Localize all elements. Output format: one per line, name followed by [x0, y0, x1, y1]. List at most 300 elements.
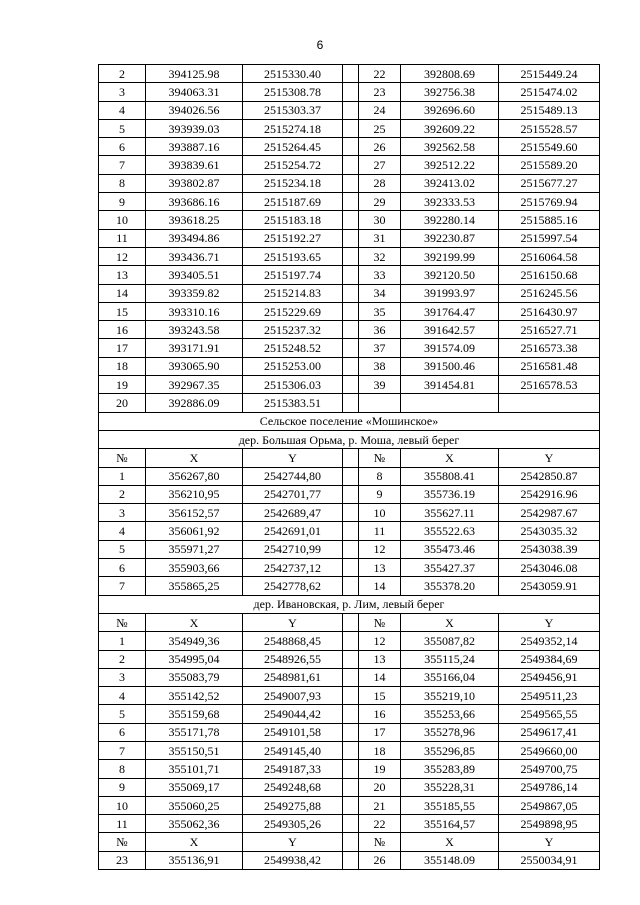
- y-column-header: Y: [243, 449, 343, 467]
- y-column-header: Y: [243, 833, 343, 851]
- table-row: [99, 522, 600, 540]
- x-column-header: X: [146, 449, 243, 467]
- y-column-header: Y: [499, 833, 600, 851]
- point-number-cell: 15: [99, 302, 146, 320]
- y-coordinate-cell: 2515677.27: [499, 174, 600, 192]
- x-coordinate-cell: 355427.37: [401, 559, 499, 577]
- point-number-cell: 19: [99, 376, 146, 394]
- point-number-cell: 12: [99, 247, 146, 265]
- number-column-header: №: [99, 449, 146, 467]
- point-number-cell: 2: [99, 650, 146, 668]
- x-coordinate-cell: 355283,89: [401, 760, 499, 778]
- x-column-header: X: [146, 833, 243, 851]
- column-separator: [343, 741, 359, 759]
- y-coordinate-cell: 2549044,42: [243, 705, 343, 723]
- table-row: [99, 741, 600, 759]
- y-coordinate-cell: 2543038.39: [499, 540, 600, 558]
- x-coordinate-cell: 355115,24: [401, 650, 499, 668]
- y-coordinate-cell: 2516150.68: [499, 266, 600, 284]
- point-number-cell: 14: [99, 284, 146, 302]
- column-header-row: [99, 449, 600, 467]
- point-number-cell: 1: [99, 632, 146, 650]
- locality-title: дер. Ивановская, р. Лим, левый берег: [99, 595, 600, 613]
- y-coordinate-cell: 2543046.08: [499, 559, 600, 577]
- column-separator: [343, 485, 359, 503]
- y-coordinate-cell: 2515306.03: [243, 376, 343, 394]
- point-number-cell: 39: [359, 376, 401, 394]
- table-row: [99, 796, 600, 814]
- y-coordinate-cell: 2515214.83: [243, 284, 343, 302]
- point-number-cell: 17: [359, 723, 401, 741]
- y-coordinate-cell: 2549700,75: [499, 760, 600, 778]
- y-coordinate-cell: 2515183.18: [243, 211, 343, 229]
- column-separator: [343, 321, 359, 339]
- y-coordinate-cell: 2515528.57: [499, 119, 600, 137]
- y-coordinate-cell: 2515769.94: [499, 193, 600, 211]
- table-row: [99, 101, 600, 119]
- table-row: [99, 376, 600, 394]
- column-separator: [343, 394, 359, 412]
- column-separator: [343, 156, 359, 174]
- y-coordinate-cell: 2549145,40: [243, 741, 343, 759]
- column-separator: [343, 650, 359, 668]
- table-row: [99, 284, 600, 302]
- column-separator: [343, 247, 359, 265]
- x-coordinate-cell: 356152,57: [146, 504, 243, 522]
- point-number-cell: 12: [359, 632, 401, 650]
- point-number-cell: 11: [99, 229, 146, 247]
- table-row: [99, 687, 600, 705]
- y-coordinate-cell: 2549101,58: [243, 723, 343, 741]
- x-coordinate-cell: 393171.91: [146, 339, 243, 357]
- column-separator: [343, 449, 359, 467]
- section-title-row: [99, 595, 600, 613]
- y-coordinate-cell: 2542691,01: [243, 522, 343, 540]
- table-row: [99, 174, 600, 192]
- x-coordinate-cell: 355159,68: [146, 705, 243, 723]
- point-number-cell: 34: [359, 284, 401, 302]
- x-coordinate-cell: 392512.22: [401, 156, 499, 174]
- x-coordinate-cell: 355253,66: [401, 705, 499, 723]
- point-number-cell: 7: [99, 741, 146, 759]
- y-coordinate-cell: 2542744,80: [243, 467, 343, 485]
- x-column-header: X: [401, 833, 499, 851]
- y-coordinate-cell: 2516581.48: [499, 357, 600, 375]
- point-number-cell: 17: [99, 339, 146, 357]
- table-row: [99, 504, 600, 522]
- column-separator: [343, 376, 359, 394]
- x-coordinate-cell: 392230.87: [401, 229, 499, 247]
- point-number-cell: 9: [99, 778, 146, 796]
- y-coordinate-cell: 2542737,12: [243, 559, 343, 577]
- x-coordinate-cell: 354995,04: [146, 650, 243, 668]
- y-coordinate-cell: 2549660,00: [499, 741, 600, 759]
- x-coordinate-cell: 354949,36: [146, 632, 243, 650]
- point-number-cell: 13: [99, 266, 146, 284]
- number-column-header: №: [99, 613, 146, 631]
- x-coordinate-cell: 393618.25: [146, 211, 243, 229]
- y-coordinate-cell: 2549248,68: [243, 778, 343, 796]
- x-coordinate-cell: 392199.99: [401, 247, 499, 265]
- y-coordinate-cell: 2542850.87: [499, 467, 600, 485]
- point-number-cell: 18: [99, 357, 146, 375]
- y-coordinate-cell: 2549938,42: [243, 851, 343, 869]
- point-number-cell: 14: [359, 577, 401, 595]
- table-row: [99, 467, 600, 485]
- y-coordinate-cell: 2548926,55: [243, 650, 343, 668]
- point-number-cell: 22: [359, 815, 401, 833]
- y-coordinate-cell: 2515192.27: [243, 229, 343, 247]
- point-number-cell: 7: [99, 156, 146, 174]
- table-row: [99, 65, 600, 83]
- point-number-cell: 21: [359, 796, 401, 814]
- y-coordinate-cell: 2542916.96: [499, 485, 600, 503]
- x-coordinate-cell: 392120.50: [401, 266, 499, 284]
- y-coordinate-cell: 2543035.32: [499, 522, 600, 540]
- point-number-cell: 24: [359, 101, 401, 119]
- y-coordinate-cell: 2515489.13: [499, 101, 600, 119]
- x-coordinate-cell: 392886.09: [146, 394, 243, 412]
- y-coordinate-cell: 2549617,41: [499, 723, 600, 741]
- point-number-cell: 26: [359, 851, 401, 869]
- column-separator: [343, 467, 359, 485]
- point-number-cell: 6: [99, 559, 146, 577]
- table-row: [99, 83, 600, 101]
- column-separator: [343, 522, 359, 540]
- point-number-cell: 16: [99, 321, 146, 339]
- point-number-cell: 31: [359, 229, 401, 247]
- x-coordinate-cell: 355150,51: [146, 741, 243, 759]
- section-title-row: [99, 412, 600, 430]
- table-row: [99, 540, 600, 558]
- point-number-cell: 4: [99, 101, 146, 119]
- point-number-cell: 10: [99, 211, 146, 229]
- column-separator: [343, 760, 359, 778]
- y-coordinate-cell: 2515885.16: [499, 211, 600, 229]
- x-coordinate-cell: 355296,85: [401, 741, 499, 759]
- table-row: [99, 302, 600, 320]
- x-coordinate-cell: 355627.11: [401, 504, 499, 522]
- point-number-cell: 16: [359, 705, 401, 723]
- point-number-cell: 11: [99, 815, 146, 833]
- x-coordinate-cell: 394063.31: [146, 83, 243, 101]
- x-coordinate-cell: 355171,78: [146, 723, 243, 741]
- y-coordinate-cell: 2549786,14: [499, 778, 600, 796]
- table-row: [99, 211, 600, 229]
- section-title-row: [99, 430, 600, 448]
- x-column-header: X: [401, 613, 499, 631]
- x-coordinate-cell: 356061,92: [146, 522, 243, 540]
- y-coordinate-cell: 2549898,95: [499, 815, 600, 833]
- x-coordinate-cell: 355219,10: [401, 687, 499, 705]
- point-number-cell: 9: [99, 193, 146, 211]
- y-column-header: Y: [499, 613, 600, 631]
- x-coordinate-cell: 391500.46: [401, 357, 499, 375]
- point-number-cell: 8: [99, 760, 146, 778]
- x-column-header: X: [146, 613, 243, 631]
- y-coordinate-cell: 2515248.52: [243, 339, 343, 357]
- point-number-cell: 20: [99, 394, 146, 412]
- y-coordinate-cell: 2516430.97: [499, 302, 600, 320]
- x-coordinate-cell: 355083,79: [146, 668, 243, 686]
- x-coordinate-cell: 355087,82: [401, 632, 499, 650]
- x-coordinate-cell: 355903,66: [146, 559, 243, 577]
- x-coordinate-cell: 356210,95: [146, 485, 243, 503]
- y-coordinate-cell: 2549384,69: [499, 650, 600, 668]
- column-separator: [343, 138, 359, 156]
- point-number-cell: 9: [359, 485, 401, 503]
- y-coordinate-cell: 2515253.00: [243, 357, 343, 375]
- x-coordinate-cell: 392609.22: [401, 119, 499, 137]
- x-coordinate-cell: 355142,52: [146, 687, 243, 705]
- column-header-row: [99, 833, 600, 851]
- y-coordinate-cell: 2515237.32: [243, 321, 343, 339]
- x-coordinate-cell: 356267,80: [146, 467, 243, 485]
- y-coordinate-cell: 2542987.67: [499, 504, 600, 522]
- column-separator: [343, 504, 359, 522]
- x-coordinate-cell: 393405.51: [146, 266, 243, 284]
- column-separator: [343, 119, 359, 137]
- column-separator: [343, 796, 359, 814]
- x-coordinate-cell: 392696.60: [401, 101, 499, 119]
- point-number-cell: 38: [359, 357, 401, 375]
- y-coordinate-cell: 2516573.38: [499, 339, 600, 357]
- table-row: [99, 723, 600, 741]
- point-number-cell: [359, 394, 401, 412]
- table-row: [99, 778, 600, 796]
- x-coordinate-cell: 355971,27: [146, 540, 243, 558]
- y-coordinate-cell: 2550034,91: [499, 851, 600, 869]
- column-separator: [343, 632, 359, 650]
- number-column-header: №: [359, 613, 401, 631]
- y-coordinate-cell: 2515193.65: [243, 247, 343, 265]
- x-coordinate-cell: 393243.58: [146, 321, 243, 339]
- point-number-cell: 23: [99, 851, 146, 869]
- column-separator: [343, 723, 359, 741]
- y-coordinate-cell: 2549511,23: [499, 687, 600, 705]
- x-coordinate-cell: 355185,55: [401, 796, 499, 814]
- column-separator: [343, 540, 359, 558]
- page-number: 6: [316, 38, 324, 52]
- y-coordinate-cell: 2549275,88: [243, 796, 343, 814]
- settlement-title: Сельское поселение «Мошинское»: [99, 412, 600, 430]
- x-coordinate-cell: 393494.86: [146, 229, 243, 247]
- column-separator: [343, 705, 359, 723]
- x-coordinate-cell: [401, 394, 499, 412]
- column-separator: [343, 65, 359, 83]
- x-coordinate-cell: 355378.20: [401, 577, 499, 595]
- table-row: [99, 156, 600, 174]
- point-number-cell: 27: [359, 156, 401, 174]
- x-coordinate-cell: 393939.03: [146, 119, 243, 137]
- x-coordinate-cell: 391574.09: [401, 339, 499, 357]
- table-row: [99, 668, 600, 686]
- table-row: [99, 266, 600, 284]
- point-number-cell: 33: [359, 266, 401, 284]
- y-coordinate-cell: 2515303.37: [243, 101, 343, 119]
- point-number-cell: 10: [359, 504, 401, 522]
- point-number-cell: 1: [99, 467, 146, 485]
- point-number-cell: 5: [99, 705, 146, 723]
- y-coordinate-cell: 2515187.69: [243, 193, 343, 211]
- column-header-row: [99, 613, 600, 631]
- y-coordinate-cell: 2549305,26: [243, 815, 343, 833]
- table-row: [99, 632, 600, 650]
- point-number-cell: 2: [99, 65, 146, 83]
- column-separator: [343, 229, 359, 247]
- table-row: [99, 339, 600, 357]
- y-coordinate-cell: 2515197.74: [243, 266, 343, 284]
- table-row: [99, 851, 600, 869]
- x-coordinate-cell: 393839.61: [146, 156, 243, 174]
- point-number-cell: 2: [99, 485, 146, 503]
- x-coordinate-cell: 355808.41: [401, 467, 499, 485]
- table-row: [99, 229, 600, 247]
- point-number-cell: 3: [99, 668, 146, 686]
- x-coordinate-cell: 392413.02: [401, 174, 499, 192]
- y-coordinate-cell: 2549007,93: [243, 687, 343, 705]
- column-separator: [343, 833, 359, 851]
- point-number-cell: 8: [99, 174, 146, 192]
- point-number-cell: 28: [359, 174, 401, 192]
- y-coordinate-cell: 2516245.56: [499, 284, 600, 302]
- x-coordinate-cell: 392967.35: [146, 376, 243, 394]
- x-coordinate-cell: 355522.63: [401, 522, 499, 540]
- number-column-header: №: [359, 449, 401, 467]
- column-separator: [343, 687, 359, 705]
- y-coordinate-cell: 2515474.02: [499, 83, 600, 101]
- y-coordinate-cell: 2515449.24: [499, 65, 600, 83]
- y-coordinate-cell: 2542701,77: [243, 485, 343, 503]
- coordinates-table: [98, 64, 600, 870]
- y-coordinate-cell: 2515330.40: [243, 65, 343, 83]
- column-separator: [343, 668, 359, 686]
- column-separator: [343, 815, 359, 833]
- point-number-cell: 37: [359, 339, 401, 357]
- point-number-cell: 6: [99, 723, 146, 741]
- y-coordinate-cell: 2516578.53: [499, 376, 600, 394]
- number-column-header: №: [99, 833, 146, 851]
- x-coordinate-cell: 355228,31: [401, 778, 499, 796]
- x-coordinate-cell: 391642.57: [401, 321, 499, 339]
- x-coordinate-cell: 394125.98: [146, 65, 243, 83]
- locality-title: дер. Большая Орьма, р. Моша, левый берег: [99, 430, 600, 448]
- table-row: [99, 559, 600, 577]
- x-coordinate-cell: 355278,96: [401, 723, 499, 741]
- table-row: [99, 577, 600, 595]
- y-coordinate-cell: 2515383.51: [243, 394, 343, 412]
- y-coordinate-cell: 2549456,91: [499, 668, 600, 686]
- point-number-cell: 22: [359, 65, 401, 83]
- point-number-cell: 5: [99, 119, 146, 137]
- x-coordinate-cell: 355060,25: [146, 796, 243, 814]
- table-row: [99, 760, 600, 778]
- table-row: [99, 138, 600, 156]
- y-coordinate-cell: 2515308.78: [243, 83, 343, 101]
- x-coordinate-cell: 393686.16: [146, 193, 243, 211]
- point-number-cell: 20: [359, 778, 401, 796]
- x-coordinate-cell: 392280.14: [401, 211, 499, 229]
- x-coordinate-cell: 393802.87: [146, 174, 243, 192]
- column-separator: [343, 266, 359, 284]
- x-coordinate-cell: 355473.46: [401, 540, 499, 558]
- table-row: [99, 815, 600, 833]
- column-separator: [343, 302, 359, 320]
- point-number-cell: 29: [359, 193, 401, 211]
- column-separator: [343, 174, 359, 192]
- y-coordinate-cell: 2515234.18: [243, 174, 343, 192]
- x-coordinate-cell: 392562.58: [401, 138, 499, 156]
- point-number-cell: 7: [99, 577, 146, 595]
- table-row: [99, 247, 600, 265]
- y-coordinate-cell: 2516064.58: [499, 247, 600, 265]
- point-number-cell: 14: [359, 668, 401, 686]
- table-row: [99, 705, 600, 723]
- table-row: [99, 193, 600, 211]
- x-coordinate-cell: 392756.38: [401, 83, 499, 101]
- point-number-cell: 12: [359, 540, 401, 558]
- y-coordinate-cell: 2515589.20: [499, 156, 600, 174]
- y-coordinate-cell: 2548981,61: [243, 668, 343, 686]
- y-coordinate-cell: 2542710,99: [243, 540, 343, 558]
- y-coordinate-cell: 2515254.72: [243, 156, 343, 174]
- column-separator: [343, 101, 359, 119]
- point-number-cell: 13: [359, 559, 401, 577]
- x-coordinate-cell: 355166,04: [401, 668, 499, 686]
- point-number-cell: 4: [99, 522, 146, 540]
- point-number-cell: 3: [99, 83, 146, 101]
- x-coordinate-cell: 355164,57: [401, 815, 499, 833]
- x-coordinate-cell: 355148.09: [401, 851, 499, 869]
- table-row: [99, 357, 600, 375]
- point-number-cell: 18: [359, 741, 401, 759]
- table-row: [99, 321, 600, 339]
- table-row: [99, 485, 600, 503]
- x-coordinate-cell: 394026.56: [146, 101, 243, 119]
- point-number-cell: 13: [359, 650, 401, 668]
- x-coordinate-cell: 392808.69: [401, 65, 499, 83]
- x-coordinate-cell: 393310.16: [146, 302, 243, 320]
- y-coordinate-cell: 2515274.18: [243, 119, 343, 137]
- y-column-header: Y: [499, 449, 600, 467]
- x-coordinate-cell: 391454.81: [401, 376, 499, 394]
- column-separator: [343, 778, 359, 796]
- point-number-cell: 8: [359, 467, 401, 485]
- point-number-cell: 5: [99, 540, 146, 558]
- x-coordinate-cell: 355736.19: [401, 485, 499, 503]
- y-coordinate-cell: 2543059.91: [499, 577, 600, 595]
- point-number-cell: 32: [359, 247, 401, 265]
- point-number-cell: 25: [359, 119, 401, 137]
- x-column-header: X: [401, 449, 499, 467]
- x-coordinate-cell: 355865,25: [146, 577, 243, 595]
- point-number-cell: 19: [359, 760, 401, 778]
- column-separator: [343, 577, 359, 595]
- table-row: [99, 650, 600, 668]
- y-coordinate-cell: 2515997.54: [499, 229, 600, 247]
- point-number-cell: 11: [359, 522, 401, 540]
- y-coordinate-cell: [499, 394, 600, 412]
- y-coordinate-cell: 2542778,62: [243, 577, 343, 595]
- x-coordinate-cell: 393359.82: [146, 284, 243, 302]
- point-number-cell: 23: [359, 83, 401, 101]
- point-number-cell: 4: [99, 687, 146, 705]
- column-separator: [343, 211, 359, 229]
- column-separator: [343, 83, 359, 101]
- point-number-cell: 15: [359, 687, 401, 705]
- column-separator: [343, 193, 359, 211]
- y-column-header: Y: [243, 613, 343, 631]
